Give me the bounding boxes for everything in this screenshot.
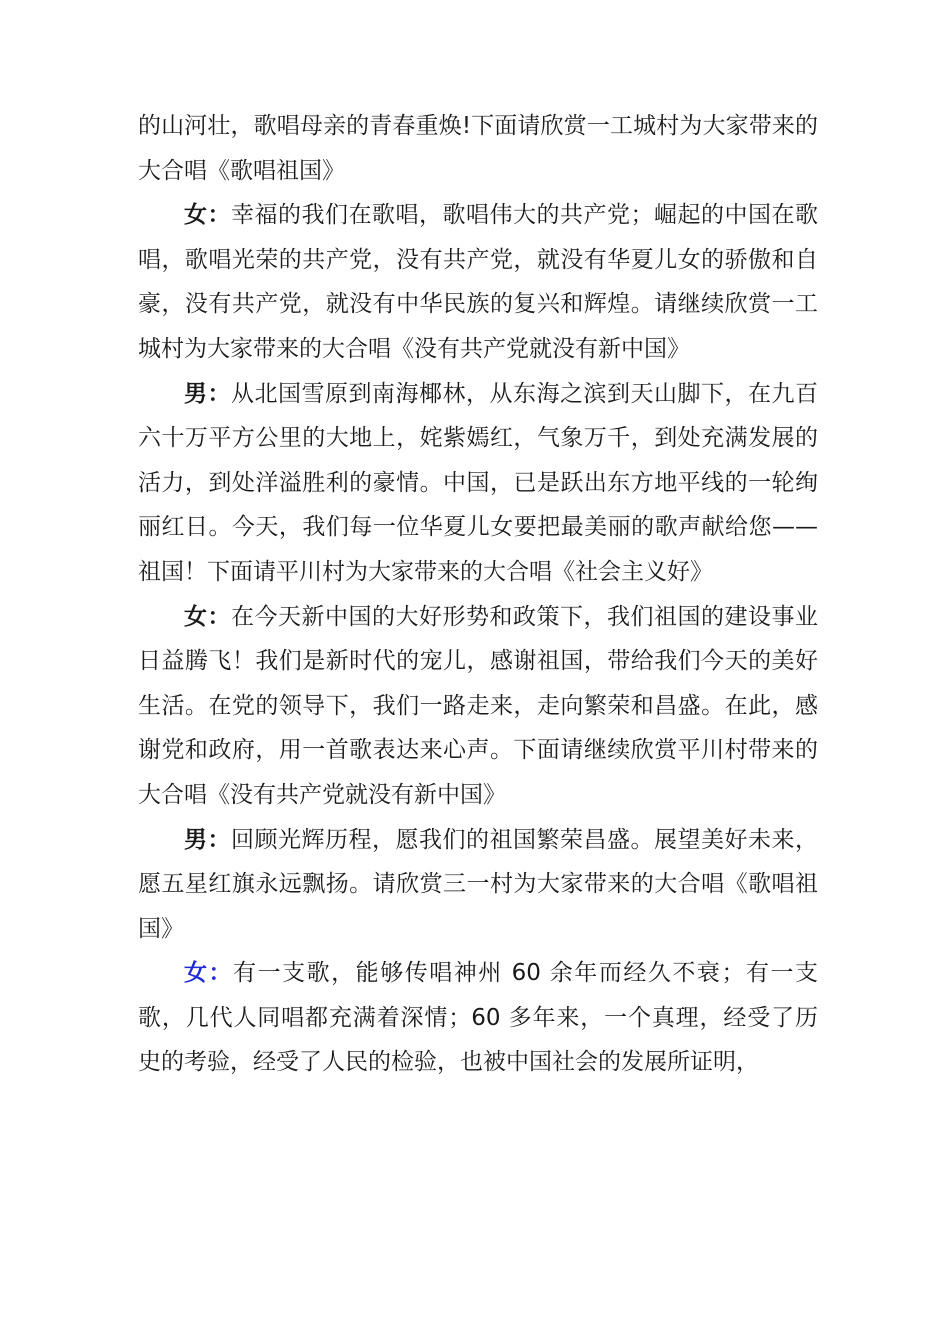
speaker-label-male: 男： (184, 826, 231, 853)
speaker-label-male: 男： (184, 380, 231, 407)
paragraph-4 (138, 595, 818, 818)
paragraph-1 (138, 104, 818, 193)
paragraph-6 (138, 951, 818, 1085)
speaker-label-female: 女： (184, 202, 231, 229)
paragraph-text: 有一支歌，能够传唱神州 60 余年而经久不衰；有一支歌，几代人同唱都充满着深情；60 多年来，一个真理，经受了历史的考验，经受了人民的检验，也被中国社会的发展所证明， (138, 960, 819, 1076)
paragraph-text: 回顾光辉历程，愿我们的祖国繁荣昌盛。展望美好未来，愿五星红旗永远飘扬。请欣赏三一村为大家带来的大合唱《歌唱祖国》 (138, 826, 818, 942)
paragraph-5 (138, 818, 818, 952)
speaker-label-female: 女： (184, 603, 231, 630)
speaker-label-female-highlighted: 女： (184, 960, 234, 987)
paragraph-text: 在今天新中国的大好形势和政策下，我们祖国的建设事业日益腾飞！我们是新时代的宠儿，感谢祖国，带给我们今天的美好生活。在党的领导下，我们一路走来，走向繁荣和昌盛。在此，感谢党和政府，用一首歌表达来心声。下面请继续欣赏平川村带来的大合唱《没有共产党就没有新中国》 (138, 603, 818, 808)
paragraph-2 (138, 193, 818, 371)
paragraph-text: 从北国雪原到南海椰林，从东海之滨到天山脚下，在九百六十万平方公里的大地上，姹紫嫣红，气象万千，到处充满发展的活力，到处洋溢胜利的豪情。中国，已是跃出东方地平线的一轮绚丽红日。今天，我们每一位华夏儿女要把最美丽的歌声献给您——祖国！下面请平川村为大家带来的大合唱《社会主义好》 (138, 380, 818, 585)
paragraph-text: 幸福的我们在歌唱，歌唱伟大的共产党；崛起的中国在歌唱，歌唱光荣的共产党，没有共产党，就没有华夏儿女的骄傲和自豪，没有共产党，就没有中华民族的复兴和辉煌。请继续欣赏一工城村为大家带来的大合唱《没有共产党就没有新中国》 (138, 202, 818, 362)
document-body (138, 104, 818, 1085)
paragraph-3 (138, 372, 818, 595)
paragraph-text: 的山河壮，歌唱母亲的青春重焕!下面请欣赏一工城村为大家带来的大合唱《歌唱祖国》 (138, 113, 818, 184)
